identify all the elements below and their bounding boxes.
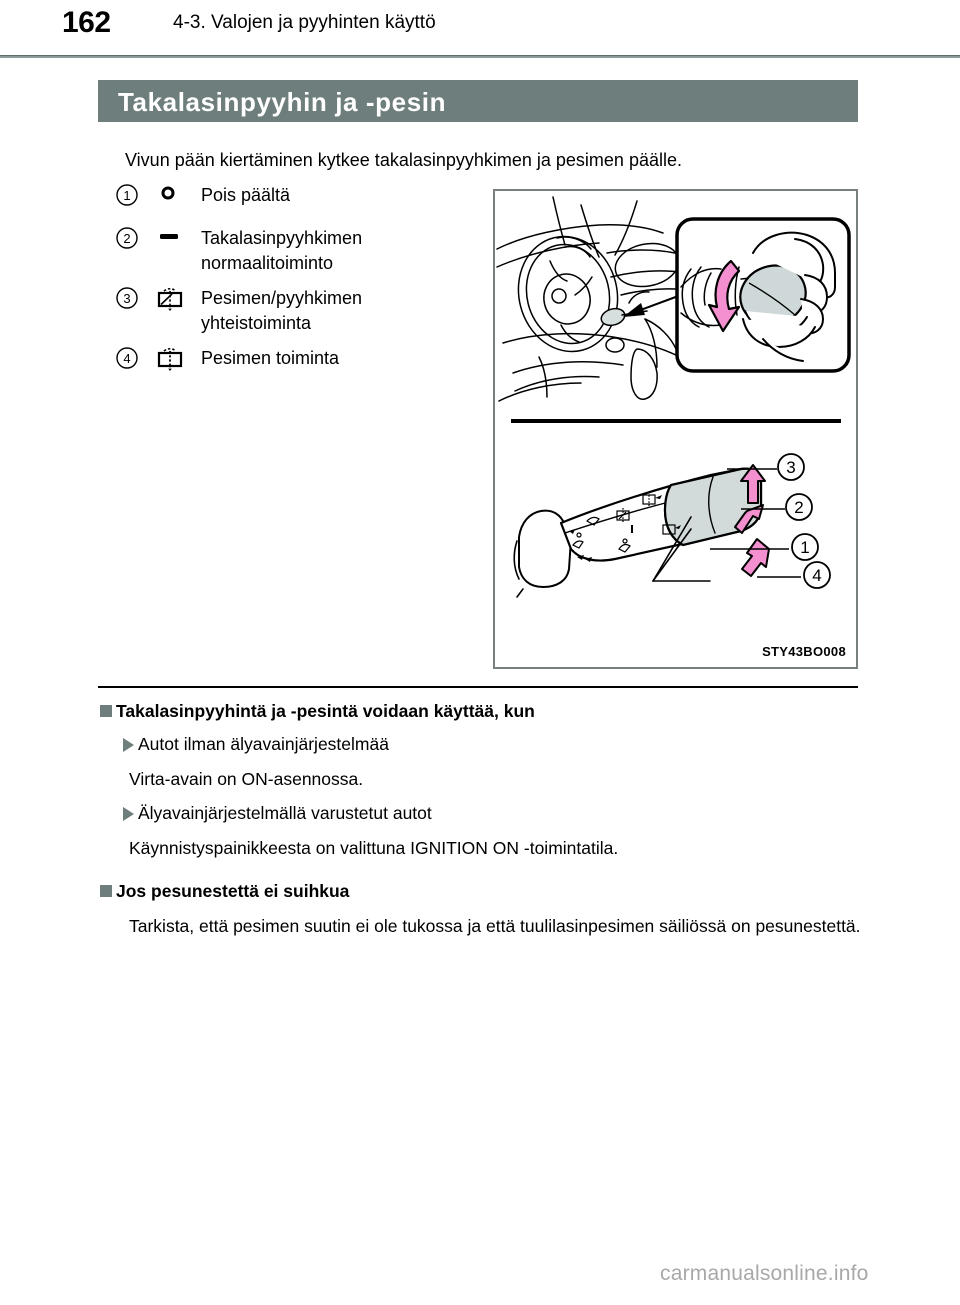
- legend-list: [115, 182, 475, 388]
- chapter-title-text: Takalasinpyyhin ja -pesin: [118, 87, 447, 117]
- square-bullet-icon: [100, 705, 112, 717]
- intro-paragraph: Vivun pään kiertäminen kytkee takalasinpyyhkimen ja pesimen päälle.: [125, 150, 682, 170]
- svg-text:4: 4: [123, 351, 131, 366]
- wiper-normal-bar-icon: [155, 225, 191, 253]
- legend-item-3: [115, 285, 475, 336]
- legend-item-3-line1: Pesimen/pyyhkimen: [201, 288, 363, 308]
- site-watermark: carmanualsonline.info: [660, 1262, 869, 1285]
- illustration-dashboard-stalk: [495, 191, 856, 413]
- legend-item-3-line2: yhteistoiminta: [201, 313, 312, 333]
- legend-item-1: [115, 182, 475, 216]
- chapter-title-band: [98, 80, 858, 122]
- illustration-code: STY43BO008: [762, 644, 846, 659]
- washer-wiper-combined-icon: [155, 285, 191, 313]
- subsection-2-heading: Jos pesunestettä ei suihkua: [100, 879, 865, 903]
- section-divider-rule: [98, 686, 858, 688]
- legend-item-4-label: [201, 345, 475, 371]
- subsection-1-heading: Takalasinpyyhintä ja -pesintä voidaan käyttää, kun: [100, 699, 865, 723]
- legend-item-2: [115, 225, 475, 276]
- legend-item-4-line1: Pesimen toiminta: [201, 348, 340, 368]
- page-header: [0, 0, 960, 52]
- triangle-bullet-icon: [123, 738, 134, 752]
- legend-item-4: [115, 345, 475, 379]
- subsection-1-item-1: Autot ilman älyavainjärjestelmää: [123, 732, 865, 756]
- svg-text:1: 1: [123, 188, 131, 203]
- subsection-1-item-2: Älyavainjärjestelmällä varustetut autot: [123, 801, 865, 825]
- subsection-2-paragraph-1: Tarkista, että pesimen suutin ei ole tukossa ja että tuulilasinpesimen säiliössä on pesunestettä.: [129, 916, 861, 936]
- off-circle-icon: [155, 182, 191, 210]
- circled-number-1-icon: [115, 183, 139, 207]
- legend-item-2-label: [201, 225, 475, 276]
- legend-item-2-line1: Takalasinpyyhkimen: [201, 228, 363, 248]
- legend-item-3-label: [201, 285, 475, 336]
- illustration-stalk-positions: [495, 429, 856, 629]
- illustration-divider: [511, 419, 841, 423]
- triangle-bullet-icon: [123, 807, 134, 821]
- svg-text:1: 1: [800, 538, 810, 557]
- legend-item-1-line1: Pois päältä: [201, 185, 291, 205]
- svg-text:3: 3: [786, 458, 796, 477]
- legend-item-2-line2: normaalitoiminto: [201, 253, 334, 273]
- bottom-content: [100, 699, 865, 939]
- legend-item-1-label: [201, 182, 475, 208]
- circled-number-3-icon: [115, 286, 139, 310]
- svg-text:2: 2: [794, 498, 804, 517]
- subsection-1-paragraph-1: Virta-avain on ON-asennossa.: [129, 769, 364, 789]
- svg-text:2: 2: [123, 231, 131, 246]
- svg-text:4: 4: [812, 566, 822, 585]
- illustration-panel: [493, 189, 858, 669]
- header-divider-rule: [0, 55, 960, 58]
- square-bullet-icon: [100, 885, 112, 897]
- page-number: 162: [62, 6, 111, 39]
- circled-number-2-icon: [115, 226, 139, 250]
- section-spacer: [100, 861, 865, 879]
- subsection-1-paragraph-2: Käynnistyspainikkeesta on valittuna IGNITION ON -toimintatila.: [129, 838, 619, 858]
- circled-number-4-icon: [115, 346, 139, 370]
- svg-text:3: 3: [123, 291, 131, 306]
- washer-only-icon: [155, 345, 191, 373]
- section-title: 4-3. Valojen ja pyyhinten käyttö: [173, 12, 436, 33]
